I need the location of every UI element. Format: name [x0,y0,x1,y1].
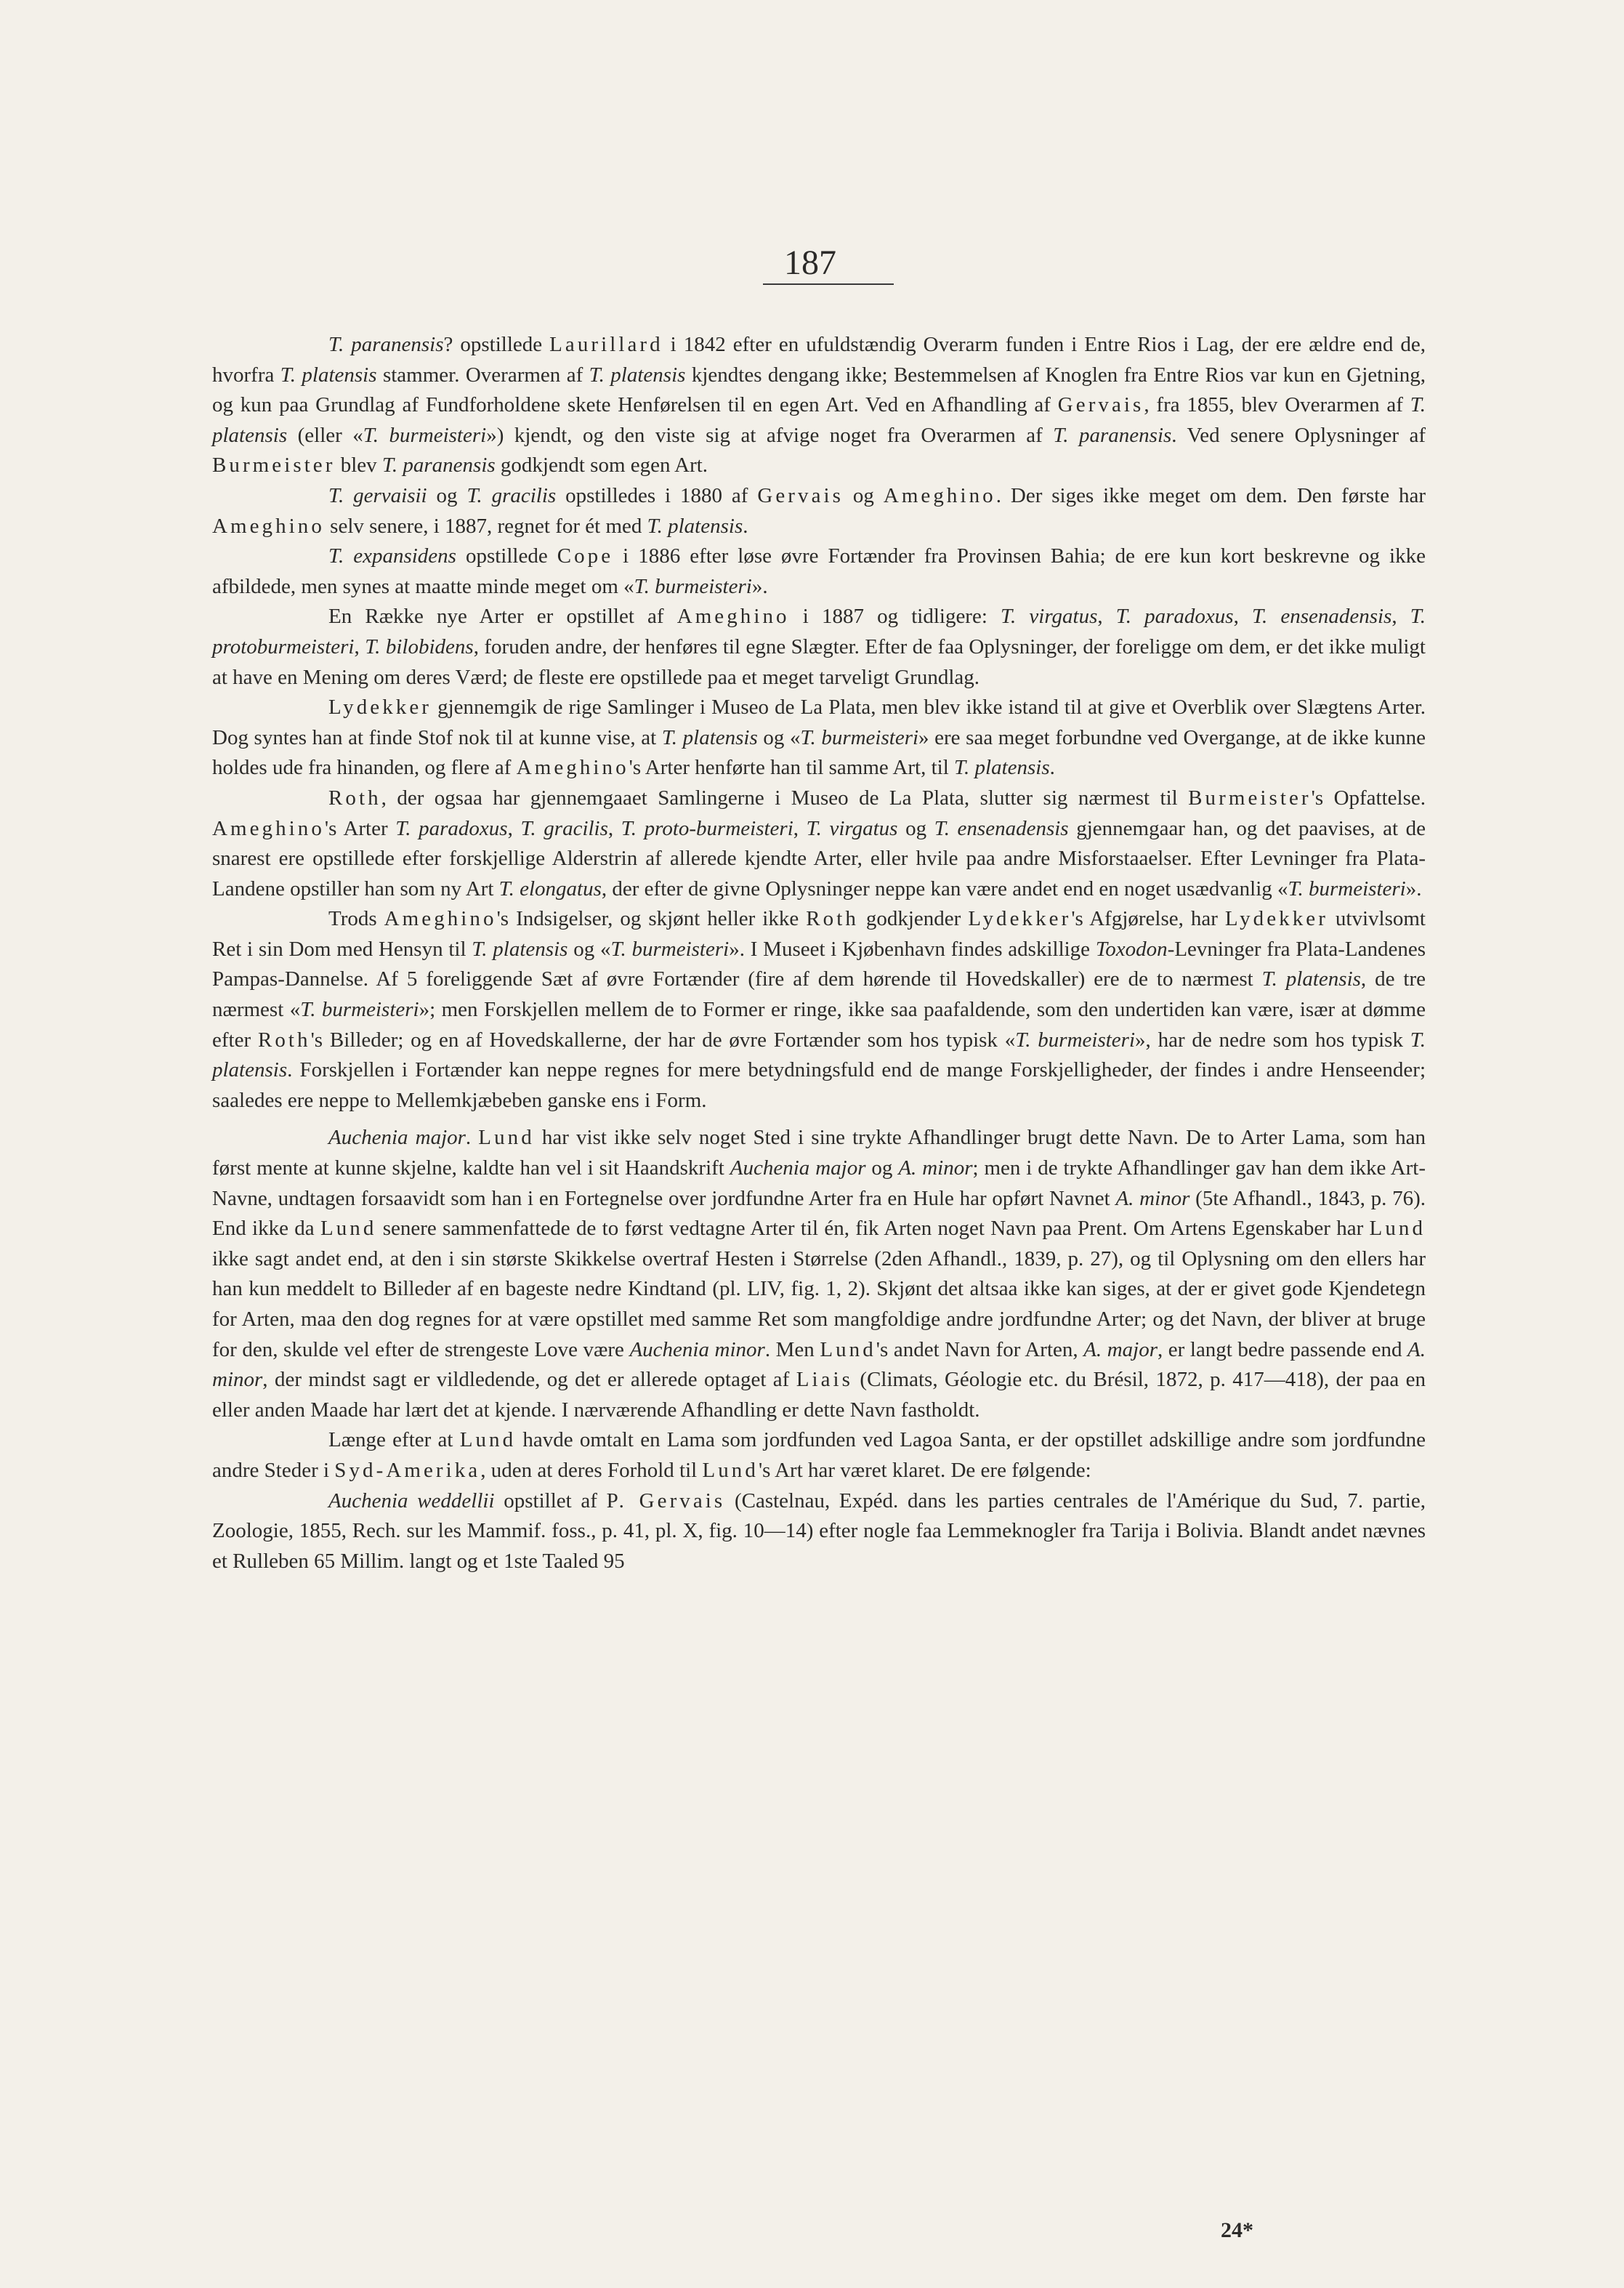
text-run: , fra 1855, blev Overarmen af [1144,393,1410,417]
author-name: Roth [257,1028,311,1052]
italic-name: T. paranensis [1053,423,1172,447]
text-run: gjennemgik de rige Samlinger i Museo de La Plata, men blev ikke istand til at give et Overblik over Slægtens Arter. Dog syntes han at finde Stof nok til at kunne vise, at [212,696,1426,749]
author-name: Roth [806,907,859,931]
author-name: Lund [820,1337,876,1361]
italic-name: T. platensis [212,1028,1426,1082]
italic-name: T. burmeisteri [800,725,919,749]
text-run: , [354,635,365,658]
text-run: 's Indsigelser, og skjønt heller ikke [496,907,807,931]
italic-name: Toxodon [1095,937,1168,961]
author-name: Lund [478,1126,535,1150]
italic-name: A. minor [212,1337,1426,1392]
text-run: ; men i de trykte Afhandlinger gav han dem ikke Art-Navne, undtagen forsaavidt som han i en Fortegnelse over jordfundne Arter fra en Hule har opført Navnet [212,1156,1426,1210]
text-run: , foruden andre, der henføres til egne Slægter. Efter de faa Oplysninger, der foreligge om dem, er det ikke muligt at have en Mening om deres Værd; de fleste ere opstillede paa et meget tarveligt Grundlag. [212,635,1426,689]
text-run: godkjender [858,907,969,931]
italic-name: Auchenia minor [629,1337,765,1361]
body-text [212,330,1426,1576]
italic-name: A. major [1083,1337,1158,1361]
text-run: 's Afgjørelse, har [1071,907,1225,931]
author-name: Lydekker [328,696,432,720]
text-run: , [1233,605,1252,629]
paragraph [212,602,1426,693]
text-run: , er langt bedre passende end [1158,1337,1408,1361]
italic-name: A. minor [898,1156,973,1180]
text-run: og « [567,937,611,961]
text-run: Trods [328,907,384,931]
italic-name: T. burmeisteri [610,937,730,961]
text-run: 's andet Navn for Arten, [876,1337,1084,1361]
text-run: . Ved senere Oplysninger af [1171,423,1426,447]
page-number-rule [763,283,894,285]
author-name: Ameghino [883,483,996,507]
author-name: Burmeister [1188,786,1312,810]
text-run: gjennemgaar han, og det paavises, at de snarest ere opstillede efter forskjellige Alderstrin af allerede kjendte Arter, eller hvile paa andre Misforstaaelser. Efter Levninger fra Plata-Landene opstiller han som ny Art [212,816,1426,901]
author-name: Lund [702,1458,759,1482]
italic-name: T. burmeisteri [634,574,752,598]
text-run: senere sammenfattede de to først vedtagne Arter til én, fik Arten noget Navn paa Prent. Om Artens Egenskaber har [376,1217,1370,1241]
text-run: i 1842 efter en ufuldstændig Overarm funden i Entre Rios i Lag, der ere ældre end de, hvorfra [212,333,1426,387]
text-run: , uden at deres Forhold til [480,1458,703,1482]
author-name: Lydekker [968,907,1072,931]
italic-name: T. burmeisteri [1015,1028,1136,1052]
text-run: , der efter de givne Oplysninger neppe kan være andet end en noget usædvanlig « [601,877,1288,901]
text-run: , [1097,605,1116,629]
italic-name: Auchenia major [730,1156,866,1180]
italic-name: T. platensis [212,393,1426,447]
text-run: (eller « [287,423,363,447]
paragraph [212,1123,1426,1425]
paragraph [212,330,1426,481]
author-name: Gervais [757,483,844,507]
text-run: opstillede [456,544,557,568]
italic-name: Auchenia weddellii [328,1489,495,1512]
author-name: Lund [320,1217,377,1241]
text-run: ». [1405,877,1422,901]
text-run: og [865,1156,899,1180]
text-run: En Række nye Arter er opstillet af [328,605,677,629]
italic-name: T. protoburmeisteri [212,605,1426,658]
text-run: (Castelnau, Expéd. dans les parties centrales de l'Amérique du Sud, 7. partie, Zoologie, 1855, Rech. sur les Mammif. foss., p. 41, pl. X, fig. 10—14) efter nogle faa Lemmeknogler fra Tarija i Bolivia. Blandt andet nævnes et Rulleben 65 Millim. langt og et 1ste Taaled 95 [212,1489,1426,1573]
text-run: , [507,816,521,840]
paragraph [212,481,1426,541]
text-run: og « [757,725,801,749]
text-run: 's Opfattelse. [1311,786,1426,810]
author-name: Gervais [1057,393,1144,417]
italic-name: T. elongatus [498,877,602,901]
author-name: Burmeister [212,454,336,478]
italic-name: T. platensis [661,725,758,749]
text-run: ». [751,574,768,598]
text-run: . [743,514,748,538]
text-run: , [793,816,807,840]
paragraph [212,1425,1426,1486]
text-run: 's Arter henførte han til samme Art, til [629,756,955,780]
text-run: , [1391,605,1410,629]
text-run: Længe efter at [328,1428,460,1452]
italic-name: T. platensis [280,363,377,387]
italic-name: T. platensis [472,937,568,961]
italic-name: T. platensis [647,514,743,538]
italic-name: T. paranensis [328,333,444,356]
italic-name: T. paranensis [381,454,496,478]
author-name: Ameghino [516,756,629,780]
italic-name: T. gervaisii [328,483,427,507]
text-run: . [1049,756,1055,780]
text-run: . Der siges ikke meget om dem. Den første har [995,483,1426,507]
paragraph [212,693,1426,784]
italic-name: T. bilobidens [365,635,474,658]
text-run: og [427,483,467,507]
author-name: P. Gervais [606,1489,726,1512]
text-run: , der ogsaa har gjennemgaaet Samlingerne i Museo de La Plata, slutter sig nærmest til [381,786,1189,810]
text-run: havde omtalt en Lama som jordfunden ved Lagoa Santa, er der opstillet adskillige andre som jordfundne andre Steder i [212,1428,1426,1482]
text-run: godkjendt som egen Art. [495,454,708,478]
italic-name: T. burmeisteri [363,423,487,447]
text-run: , de tre nærmest « [212,967,1426,1022]
author-name: Laurillard [549,333,663,356]
italic-name: T. ensenadensis [1251,605,1392,629]
text-run: » ere saa meget forbundne ved Overgange, at de ikke kunne holdes ude fra hinanden, og flere af [212,725,1426,780]
italic-name: T. burmeisteri [1288,877,1406,901]
text-run: 's Art har været klaret. De ere følgende: [758,1458,1091,1482]
italic-name: T. paradoxus [395,816,508,840]
text-run: ») kjendt, og den viste sig at afvige noget fra Overarmen af [486,423,1054,447]
text-run: , [607,816,621,840]
author-name: Ameghino [212,514,325,538]
page-number: 187 [784,243,836,282]
italic-name: T. virgatus [806,816,898,840]
text-run: . Forskjellen i Fortænder kan neppe regnes for mere betydningsfuld end de mange Forskjelligheder, der findes i andre Henseender; saaledes ere neppe to Mellemkjæbeben ganske ens i Form. [212,1058,1426,1112]
italic-name: T. paradoxus [1115,605,1234,629]
italic-name: A. minor [1115,1186,1190,1210]
author-name: Roth [328,786,381,810]
author-name: Cope [557,544,614,568]
text-run: »; men Forskjellen mellem de to Former er ringe, ikke saa paafaldende, som den undertiden kan være, især at dømme efter [212,998,1426,1052]
text-run: i 1887 og tidligere: [789,605,1001,629]
text-run: (Climats, Géologie etc. du Brésil, 1872, p. 417—418), der paa en eller anden Maade har lært det at kjende. I nærværende Afhandling er dette Navn fastholdt. [212,1368,1426,1422]
text-run: opstillet af [494,1489,607,1512]
author-name: Liais [796,1368,854,1392]
italic-name: T. gracilis [520,816,608,840]
text-run: . [465,1126,479,1150]
text-run: blev [335,454,382,478]
paragraph [212,784,1426,904]
italic-name: T. burmeisteri [300,998,419,1022]
italic-name: T. platensis [589,363,686,387]
paragraph [212,1486,1426,1577]
italic-name: T. platensis [954,756,1050,780]
text-run: stammer. Overarmen af [376,363,589,387]
text-run: har vist ikke selv noget Sted i sine trykte Afhandlinger brugt dette Navn. De to Arter Lama, som han først mente at kunne skjelne, kaldte han vel i sit Haandskrift [212,1126,1426,1180]
text-run: (5te Afhandl., 1843, p. 76). End ikke da [212,1186,1426,1241]
text-run: ». I Museet i Kjøbenhavn findes adskillige [729,937,1096,961]
text-run: 's Billeder; og en af Hovedskallerne, der har de øvre Fortænder som hos typisk « [310,1028,1016,1052]
italic-name: Auchenia major [328,1126,466,1150]
text-run: i 1886 efter løse øvre Fortænder fra Provinsen Bahia; de ere kun kort beskrevne og ikke afbildede, men synes at maatte minde meget om « [212,544,1426,598]
text-run: og [897,816,934,840]
text-run: ikke sagt andet end, at den i sin største Skikkelse overtraf Hesten i Størrelse (2den Afhandl., 1839, p. 27), og til Oplysning om den ellers har han kun meddelt to Billeder af en bageste nedre Kindtand (pl. LIV, fig. 1, 2). Skjønt det altsaa ikke kan siges, at der er givet gode Kjendetegn for Arten, maa den dog regnes for at være opstillet med samme Ret som mangfoldige andre jordfundne Arter; og det Navn, der bliver at bruge for den, skulde vel efter de strengeste Love være [212,1246,1426,1361]
text-run: 's Arter [324,816,396,840]
text-run: utvivlsomt Ret i sin Dom med Hensyn til [212,907,1426,961]
paragraph [212,541,1426,602]
author-name: Syd-Amerika [334,1458,481,1482]
text-run: ? opstillede [443,333,550,356]
italic-name: T. expansidens [328,544,456,568]
italic-name: T. proto-burmeisteri [621,816,793,840]
text-run: kjendtes dengang ikke; Bestemmelsen af Knoglen fra Entre Rios var kun en Gjetning, og kun paa Grundlag af Fundforholdene skete Henførelsen til en egen Art. Ved en Afhandling af [212,363,1426,417]
text-run: », har de nedre som hos typisk [1135,1028,1410,1052]
author-name: Ameghino [676,605,790,629]
text-run: opstilledes i 1880 af [556,483,758,507]
paragraph [212,904,1426,1116]
italic-name: T. virgatus [1001,605,1098,629]
author-name: Ameghino [384,907,497,931]
text-run: og [843,483,884,507]
italic-name: T. gracilis [466,483,557,507]
author-name: Lund [1369,1217,1426,1241]
author-name: Ameghino [212,816,325,840]
italic-name: T. platensis [1261,967,1361,991]
text-run: . Men [764,1337,820,1361]
author-name: Lydekker [1224,907,1328,931]
text-run: -Levninger fra Plata-Landenes Pampas-Dannelse. Af 5 foreliggende Sæt af øvre Fortænder (fire af dem hørende til Hovedskaller) ere de to nærmest [212,937,1426,991]
text-run: , der mindst sagt er vildledende, og det er allerede optaget af [262,1368,796,1392]
italic-name: T. ensenadensis [934,816,1069,840]
author-name: Lund [459,1428,517,1452]
sheet-signature-mark: 24* [1221,2218,1253,2242]
text-run: selv senere, i 1887, regnet for ét med [324,514,647,538]
